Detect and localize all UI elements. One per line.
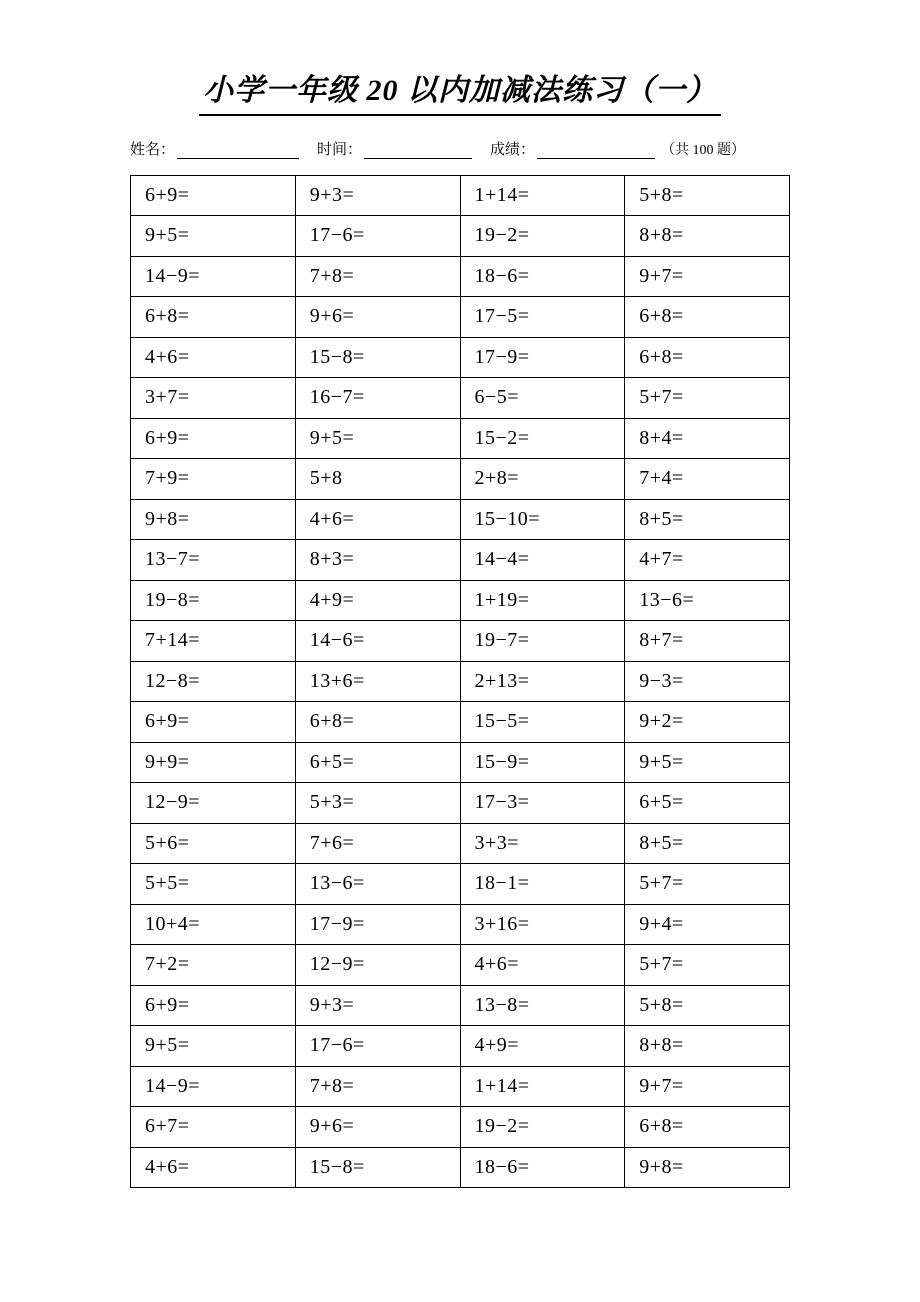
problems-table bbox=[130, 175, 790, 1189]
table-row bbox=[131, 1147, 790, 1188]
problem-cell[interactable]: 5+8= bbox=[625, 985, 790, 1026]
problem-cell[interactable]: 9−3= bbox=[625, 661, 790, 702]
problem-cell[interactable]: 6+9= bbox=[131, 175, 296, 216]
table-row bbox=[131, 904, 790, 945]
problem-cell[interactable]: 13−7= bbox=[131, 540, 296, 581]
problem-cell[interactable]: 1+14= bbox=[460, 1066, 625, 1107]
problem-cell[interactable]: 4+6= bbox=[295, 499, 460, 540]
problem-cell[interactable]: 6+7= bbox=[131, 1107, 296, 1148]
problem-cell[interactable]: 15−8= bbox=[295, 337, 460, 378]
table-row bbox=[131, 297, 790, 338]
problem-cell[interactable]: 6+8= bbox=[131, 297, 296, 338]
problem-cell[interactable]: 8+5= bbox=[625, 823, 790, 864]
problem-cell[interactable]: 6+8= bbox=[625, 1107, 790, 1148]
problem-cell[interactable]: 6+9= bbox=[131, 985, 296, 1026]
meta-row bbox=[130, 138, 790, 159]
time-label: 时间： bbox=[317, 141, 363, 158]
table-row bbox=[131, 216, 790, 257]
table-row bbox=[131, 945, 790, 986]
problem-cell[interactable]: 6−5= bbox=[460, 378, 625, 419]
table-row bbox=[131, 459, 790, 500]
problem-cell[interactable]: 7+14= bbox=[131, 621, 296, 662]
problem-cell[interactable]: 5+8= bbox=[625, 175, 790, 216]
problem-cell[interactable]: 5+6= bbox=[131, 823, 296, 864]
problem-cell[interactable]: 14−4= bbox=[460, 540, 625, 581]
problem-cell[interactable]: 9+7= bbox=[625, 256, 790, 297]
problem-cell[interactable]: 5+5= bbox=[131, 864, 296, 905]
table-row bbox=[131, 378, 790, 419]
table-row bbox=[131, 418, 790, 459]
problem-cell[interactable]: 5+7= bbox=[625, 945, 790, 986]
problem-cell[interactable]: 15−9= bbox=[460, 742, 625, 783]
problem-cell[interactable]: 4+6= bbox=[131, 1147, 296, 1188]
problem-cell[interactable]: 9+2= bbox=[625, 702, 790, 743]
problem-cell[interactable]: 16−7= bbox=[295, 378, 460, 419]
problem-cell[interactable]: 3+7= bbox=[131, 378, 296, 419]
table-row bbox=[131, 702, 790, 743]
problem-cell[interactable]: 18−1= bbox=[460, 864, 625, 905]
problem-cell[interactable]: 8+3= bbox=[295, 540, 460, 581]
problem-cell[interactable]: 13+6= bbox=[295, 661, 460, 702]
problem-cell[interactable]: 12−9= bbox=[295, 945, 460, 986]
problem-cell[interactable]: 14−9= bbox=[131, 1066, 296, 1107]
problem-cell[interactable]: 8+8= bbox=[625, 216, 790, 257]
table-row bbox=[131, 337, 790, 378]
problem-cell[interactable]: 19−2= bbox=[460, 216, 625, 257]
table-row bbox=[131, 823, 790, 864]
problem-cell[interactable]: 6+5= bbox=[295, 742, 460, 783]
table-row bbox=[131, 1026, 790, 1067]
problem-cell[interactable]: 13−6= bbox=[295, 864, 460, 905]
problem-cell[interactable]: 9+5= bbox=[131, 1026, 296, 1067]
table-row bbox=[131, 742, 790, 783]
problem-cell[interactable]: 7+9= bbox=[131, 459, 296, 500]
problem-cell[interactable]: 15−10= bbox=[460, 499, 625, 540]
problem-cell[interactable]: 6+8= bbox=[625, 337, 790, 378]
problem-cell[interactable]: 3+3= bbox=[460, 823, 625, 864]
problem-cell[interactable]: 9+6= bbox=[295, 1107, 460, 1148]
problem-cell[interactable]: 7+4= bbox=[625, 459, 790, 500]
problem-cell[interactable]: 9+3= bbox=[295, 985, 460, 1026]
table-row bbox=[131, 580, 790, 621]
problem-count-note: （共 100 题） bbox=[661, 142, 746, 158]
problem-cell[interactable]: 6+8= bbox=[295, 702, 460, 743]
problem-cell[interactable]: 4+9= bbox=[295, 580, 460, 621]
problem-cell[interactable]: 2+8= bbox=[460, 459, 625, 500]
problem-cell[interactable]: 18−6= bbox=[460, 256, 625, 297]
problem-cell[interactable]: 6+5= bbox=[625, 783, 790, 824]
problem-cell[interactable]: 9+8= bbox=[131, 499, 296, 540]
name-input-blank[interactable] bbox=[177, 142, 299, 159]
problem-cell[interactable]: 17−6= bbox=[295, 216, 460, 257]
problem-cell[interactable]: 8+4= bbox=[625, 418, 790, 459]
problem-cell[interactable]: 17−6= bbox=[295, 1026, 460, 1067]
problem-cell[interactable]: 6+8= bbox=[625, 297, 790, 338]
problem-cell[interactable]: 9+5= bbox=[131, 216, 296, 257]
problem-cell[interactable]: 7+2= bbox=[131, 945, 296, 986]
problem-cell[interactable]: 5+7= bbox=[625, 864, 790, 905]
problem-cell[interactable]: 9+9= bbox=[131, 742, 296, 783]
problem-cell[interactable]: 10+4= bbox=[131, 904, 296, 945]
problems-table-body bbox=[131, 175, 790, 1188]
table-row bbox=[131, 175, 790, 216]
table-row bbox=[131, 783, 790, 824]
problem-cell[interactable]: 7+8= bbox=[295, 1066, 460, 1107]
problem-cell[interactable]: 13−6= bbox=[625, 580, 790, 621]
problem-cell[interactable]: 4+7= bbox=[625, 540, 790, 581]
table-row bbox=[131, 499, 790, 540]
problem-cell[interactable]: 7+8= bbox=[295, 256, 460, 297]
problem-cell[interactable]: 15−2= bbox=[460, 418, 625, 459]
problem-cell[interactable]: 9+8= bbox=[625, 1147, 790, 1188]
problem-cell[interactable]: 5+3= bbox=[295, 783, 460, 824]
problem-cell[interactable]: 12−9= bbox=[131, 783, 296, 824]
score-input-blank[interactable] bbox=[537, 142, 655, 159]
problem-cell[interactable]: 17−5= bbox=[460, 297, 625, 338]
problem-cell[interactable]: 6+9= bbox=[131, 418, 296, 459]
problem-cell[interactable]: 13−8= bbox=[460, 985, 625, 1026]
table-row bbox=[131, 540, 790, 581]
problem-cell[interactable]: 9+4= bbox=[625, 904, 790, 945]
table-row bbox=[131, 1107, 790, 1148]
problem-cell[interactable]: 3+16= bbox=[460, 904, 625, 945]
problem-cell[interactable]: 5+7= bbox=[625, 378, 790, 419]
score-label: 成绩： bbox=[490, 141, 536, 158]
problem-cell[interactable]: 8+8= bbox=[625, 1026, 790, 1067]
problem-cell[interactable]: 9+6= bbox=[295, 297, 460, 338]
problem-cell[interactable]: 8+7= bbox=[625, 621, 790, 662]
problem-cell[interactable]: 19−2= bbox=[460, 1107, 625, 1148]
table-row bbox=[131, 621, 790, 662]
time-input-blank[interactable] bbox=[364, 142, 472, 159]
problem-cell[interactable]: 9+7= bbox=[625, 1066, 790, 1107]
problem-cell[interactable]: 4+6= bbox=[460, 945, 625, 986]
problem-cell[interactable]: 17−9= bbox=[460, 337, 625, 378]
problem-cell[interactable]: 12−8= bbox=[131, 661, 296, 702]
table-row bbox=[131, 985, 790, 1026]
page-title: 小学一年级 20 以内加减法练习（一） bbox=[199, 72, 721, 116]
problem-cell[interactable]: 7+6= bbox=[295, 823, 460, 864]
problem-cell[interactable]: 1+14= bbox=[460, 175, 625, 216]
table-row bbox=[131, 256, 790, 297]
name-label: 姓名： bbox=[130, 141, 176, 158]
problem-cell[interactable]: 8+5= bbox=[625, 499, 790, 540]
problem-cell[interactable]: 6+9= bbox=[131, 702, 296, 743]
problem-cell[interactable]: 2+13= bbox=[460, 661, 625, 702]
problem-cell[interactable]: 19−7= bbox=[460, 621, 625, 662]
table-row bbox=[131, 864, 790, 905]
problem-cell[interactable]: 14−9= bbox=[131, 256, 296, 297]
problem-cell[interactable]: 19−8= bbox=[131, 580, 296, 621]
table-row bbox=[131, 661, 790, 702]
problem-cell[interactable]: 5+8 bbox=[295, 459, 460, 500]
problem-cell[interactable]: 18−6= bbox=[460, 1147, 625, 1188]
problem-cell[interactable]: 17−3= bbox=[460, 783, 625, 824]
problem-cell[interactable]: 15−8= bbox=[295, 1147, 460, 1188]
problem-cell[interactable]: 17−9= bbox=[295, 904, 460, 945]
problem-cell[interactable]: 4+6= bbox=[131, 337, 296, 378]
problem-cell[interactable]: 9+5= bbox=[625, 742, 790, 783]
problem-cell[interactable]: 1+19= bbox=[460, 580, 625, 621]
problem-cell[interactable]: 15−5= bbox=[460, 702, 625, 743]
problem-cell[interactable]: 4+9= bbox=[460, 1026, 625, 1067]
title-container bbox=[0, 0, 920, 116]
table-row bbox=[131, 1066, 790, 1107]
problem-cell[interactable]: 9+3= bbox=[295, 175, 460, 216]
problem-cell[interactable]: 9+5= bbox=[295, 418, 460, 459]
problem-cell[interactable]: 14−6= bbox=[295, 621, 460, 662]
